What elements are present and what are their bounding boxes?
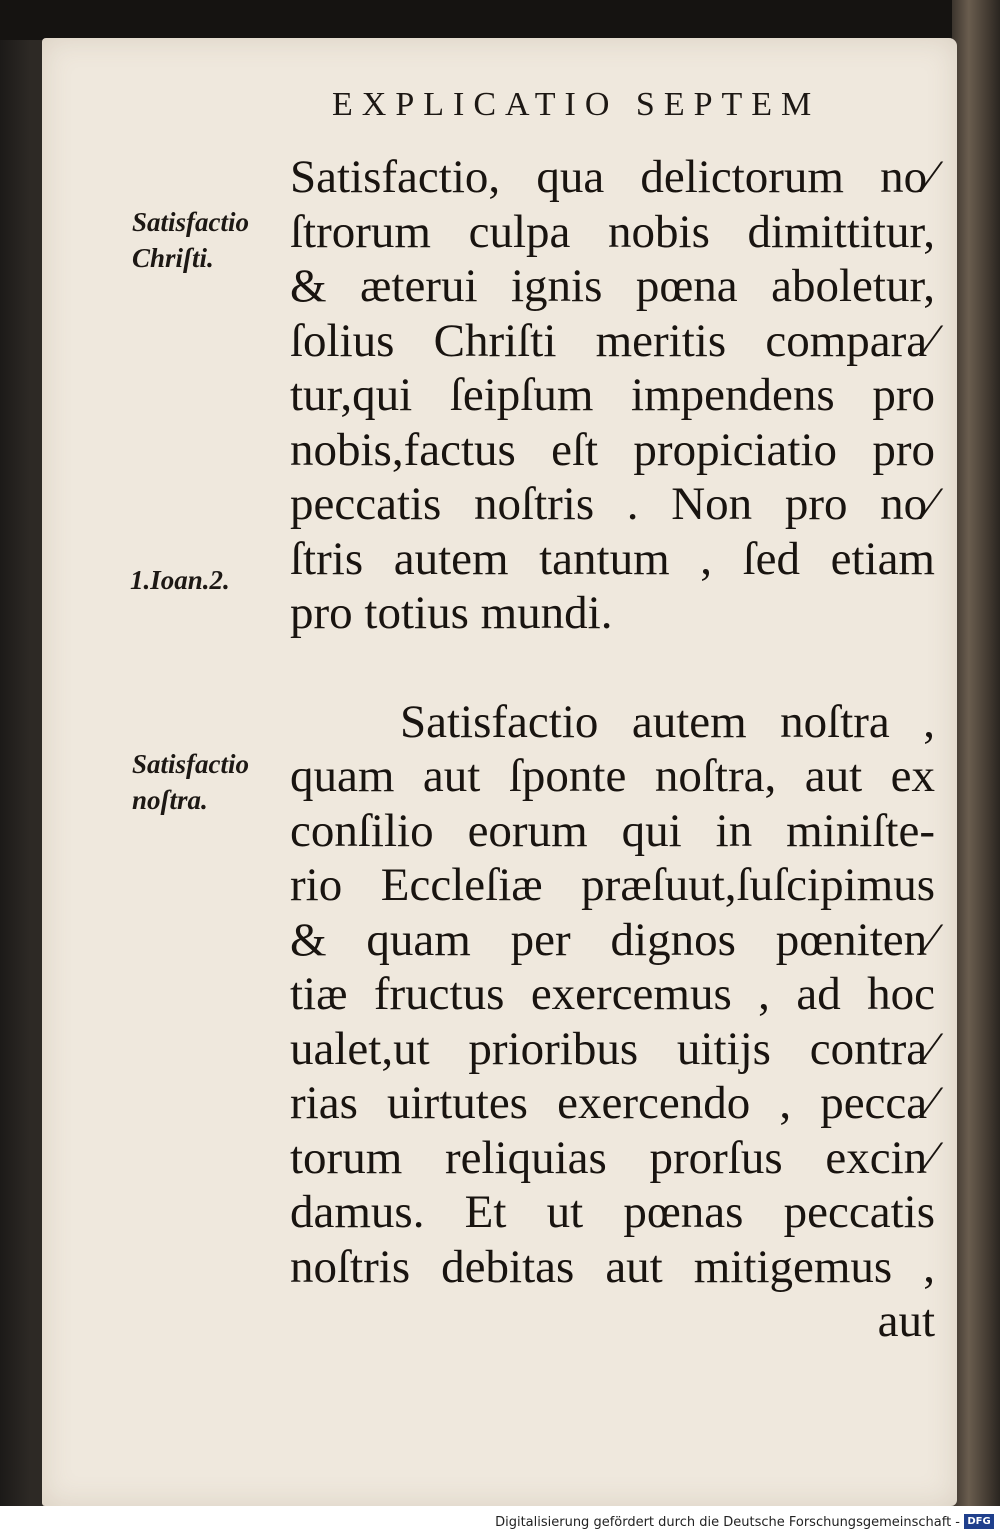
footer-credit: Digitalisierung gefördert durch die Deutsche Forschungsgemeinschaft - [495,1515,960,1530]
marginal-note-reference: 1.Ioan.2. [130,565,230,595]
marginal-note-line: noſtra. [132,785,208,815]
dfg-logo: DFG [964,1514,994,1529]
scan-top-shadow [0,0,1000,40]
running-head: EXPLICATIO SEPTEM [332,86,821,123]
paragraph-gap [290,641,935,695]
text-line: ſtrorum culpa nobis dimittitur, [290,205,935,258]
book-page [42,38,957,1506]
marginal-note-satisfactio-nostra [132,746,249,818]
text-line: & quam per dignos pœniten⁄ [290,913,935,966]
text-line: peccatis noſtris . Non pro no⁄ [290,478,935,530]
book-edge [952,0,1000,1536]
marginal-note-line: Satisfactio [132,749,250,779]
text-line: nobis,factus eſt propiciatio pro [290,423,935,476]
text-line: ualet,ut prioribus uitijs contra⁄ [290,1022,935,1075]
catchword: aut [877,1295,935,1347]
text-line: torum reliquias prorſus excin⁄ [290,1131,935,1184]
marginal-note-satisfactio-christi [132,204,249,276]
text-line: ſtris autem tantum , ſed etiam [290,532,935,585]
text-line: damus. Et ut pœnas peccatis [290,1186,935,1238]
text-line: ſolius Chriſti meritis compara⁄ [290,314,935,367]
marginal-note-line: Satisfactio [132,207,250,237]
text-line: quam aut ſponte noſtra, aut ex [290,750,935,802]
digitization-footer [0,1506,1000,1536]
text-line: conſilio eorum qui in miniſte- [290,804,935,857]
text-line: noſtris debitas aut mitigemus , [290,1240,935,1293]
text-line: pro totius mundi. [290,587,613,639]
body-text [290,150,935,1349]
text-line: rio Eccleſiæ præſuut,ſuſcipimus [290,859,935,911]
text-line: Satisfactio autem noſtra , [400,695,935,748]
text-line: tur,qui ſeipſum impendens pro [290,369,935,421]
text-line: rias uirtutes exercendo , pecca⁄ [290,1077,935,1129]
text-line: tiæ fructus exercemus , ad hoc [290,968,935,1020]
marginal-note-line: Chriſti. [132,243,214,273]
text-line: & æterui ignis pœna aboletur, [290,260,935,312]
text-line: Satisfactio, qua delictorum no⁄ [290,151,935,203]
